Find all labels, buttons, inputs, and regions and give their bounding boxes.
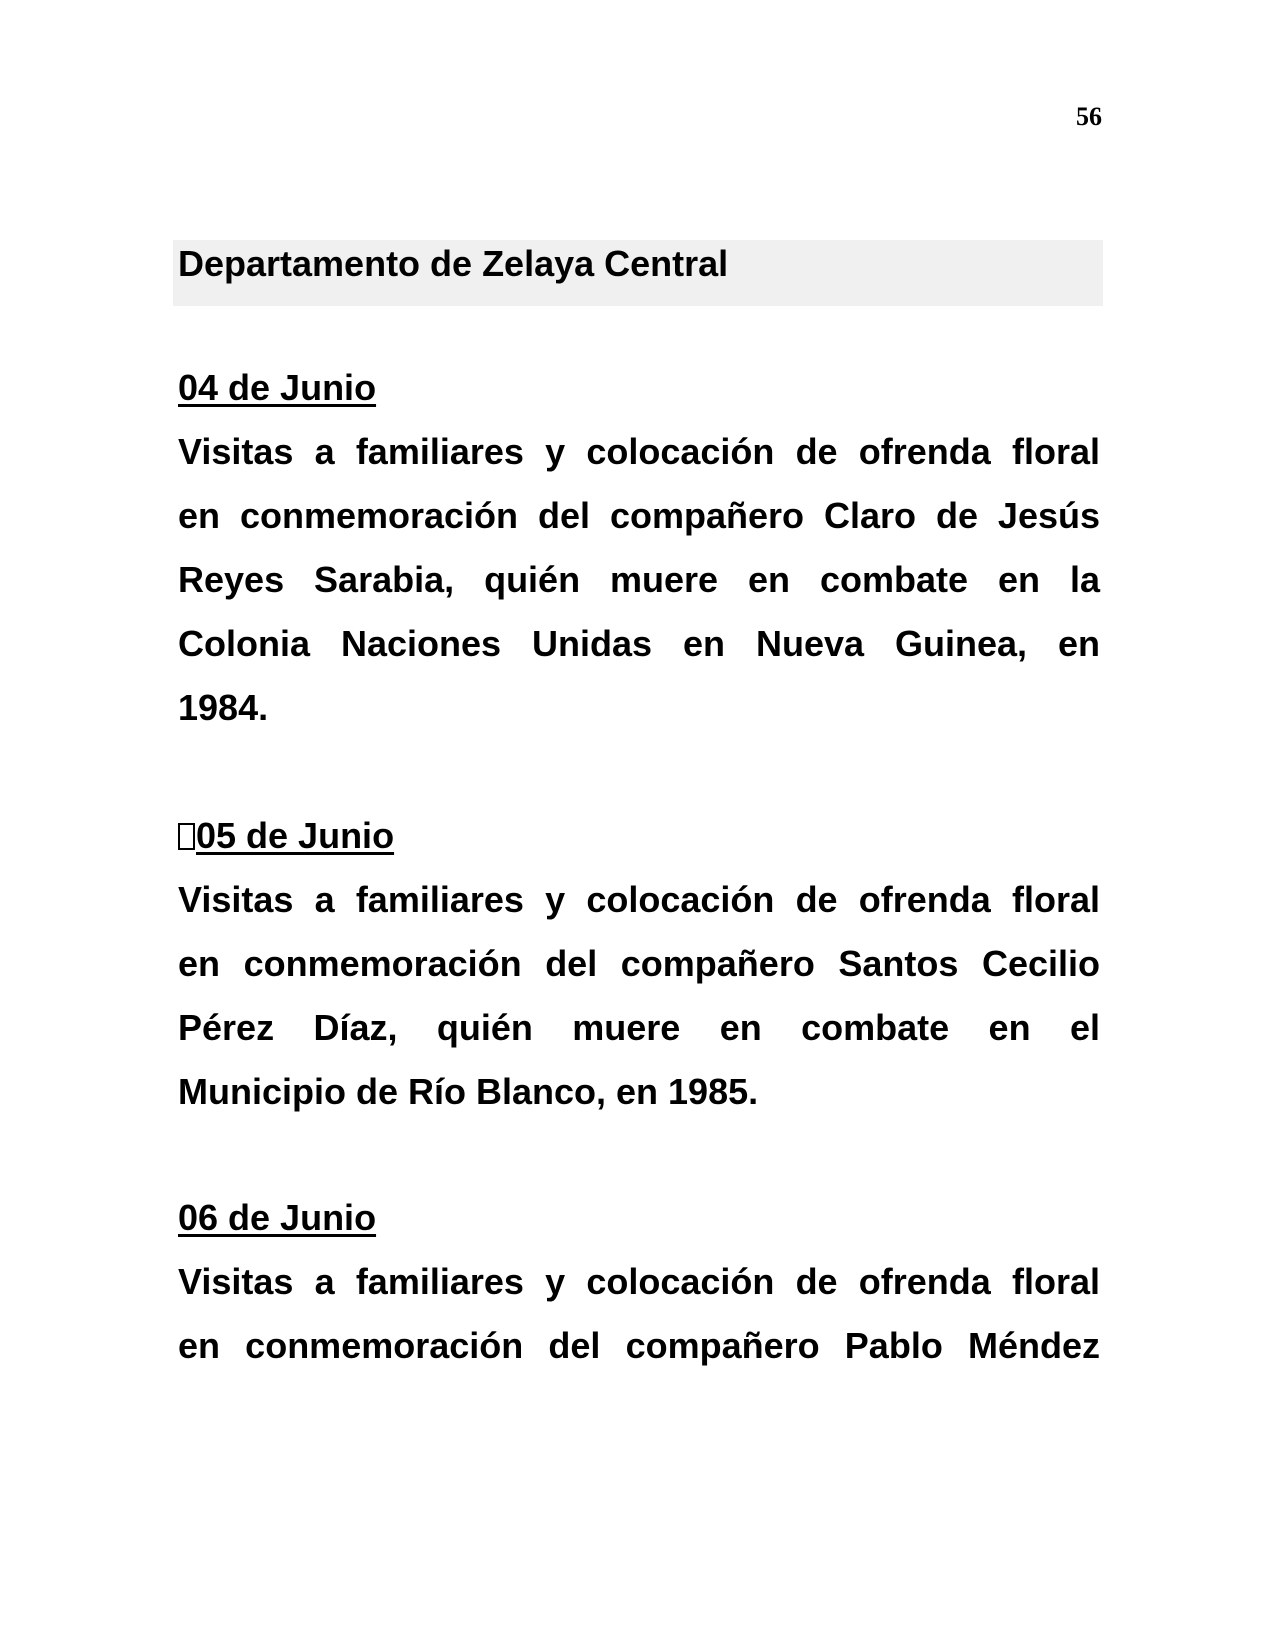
page-number: 56: [1076, 102, 1102, 131]
section-title: Departamento de Zelaya Central: [178, 243, 729, 284]
entry-date-05-junio: [178, 814, 394, 858]
entry-text-line: en conmemoración del compañero Santos Cecilio: [178, 943, 1100, 984]
entry-text-line: Municipio de Río Blanco, en 1985.: [178, 1071, 759, 1112]
entry-date-04-junio: 04 de Junio: [178, 367, 377, 408]
entry-text-line: Visitas a familiares y colocación de ofrenda floral: [178, 879, 1100, 920]
entry-text-line: 1984.: [178, 687, 269, 728]
entry-date-label: 05 de Junio: [196, 815, 395, 856]
entry-text-line: en conmemoración del compañero Claro de Jesús: [178, 495, 1100, 536]
entry-text-line: en conmemoración del compañero Pablo Méndez: [178, 1325, 1100, 1366]
entry-text-line: Reyes Sarabia, quién muere en combate en la: [178, 559, 1100, 600]
entry-text-line: Visitas a familiares y colocación de ofrenda floral: [178, 431, 1100, 472]
missing-glyph-box-icon: [178, 823, 195, 850]
entry-date-06-junio: 06 de Junio: [178, 1197, 377, 1238]
entry-text-line: Colonia Naciones Unidas en Nueva Guinea, en: [178, 623, 1100, 664]
entry-text-line: Pérez Díaz, quién muere en combate en el: [178, 1007, 1100, 1048]
entry-text-line: Visitas a familiares y colocación de ofrenda floral: [178, 1261, 1100, 1302]
